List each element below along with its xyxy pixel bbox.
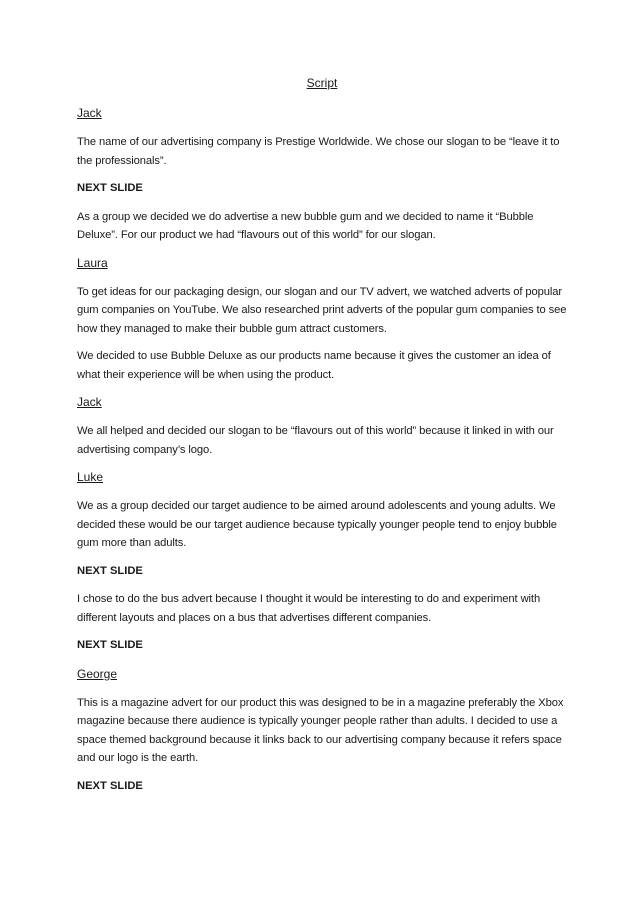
speaker-label: Jack xyxy=(77,395,102,409)
script-paragraph: We decided to use Bubble Deluxe as our products name because it gives the customer an idea of what their experience will be when using the product. xyxy=(77,350,551,381)
speaker-label: Laura xyxy=(77,255,108,270)
document-title: Script xyxy=(306,76,338,90)
speaker-label: George xyxy=(77,666,118,681)
script-paragraph: The name of our advertising company is Prestige Worldwide. We chose our slogan to be “leave it to the professionals”. xyxy=(77,136,560,167)
speaker-label: Jack xyxy=(77,106,102,120)
script-paragraph: As a group we decided we do advertise a new bubble gum and we decided to name it “Bubble Deluxe”. For our product we had “flavours out of this world” for our slogan. xyxy=(77,210,534,241)
script-paragraph: To get ideas for our packaging design, our slogan and our TV advert, we watched adverts of popular gum companies on YouTube. We also researched print adverts of the popular gum companies to see how they managed to make their bubble gum attract customers. xyxy=(77,285,567,335)
next-slide-cue: NEXT SLIDE xyxy=(77,564,143,577)
script-paragraph: I chose to do the bus advert because I thought it would be interesting to do and experiment with different layouts and places on a bus that advertises different companies. xyxy=(77,593,541,624)
next-slide-cue: NEXT SLIDE xyxy=(77,779,143,792)
next-slide-cue: NEXT SLIDE xyxy=(77,639,143,651)
speaker-label: Luke xyxy=(77,470,104,484)
next-slide-cue: NEXT SLIDE xyxy=(77,182,143,194)
script-paragraph: We as a group decided our target audience to be aimed around adolescents and young adults. We decided these would be our target audience because typically younger people tend to enjoy bubble gum more than adults. xyxy=(77,500,557,549)
document-body xyxy=(77,74,567,805)
script-paragraph: We all helped and decided our slogan to be “flavours out of this world” because it linked in with our advertising company’s logo. xyxy=(77,425,554,456)
script-paragraph: This is a magazine advert for our product this was designed to be in a magazine preferably the Xbox magazine because there audience is typically younger people rather than adults. I decided to use a space themed background because it links back to our advertising company because it refers space and our logo is the earth. xyxy=(77,696,564,764)
